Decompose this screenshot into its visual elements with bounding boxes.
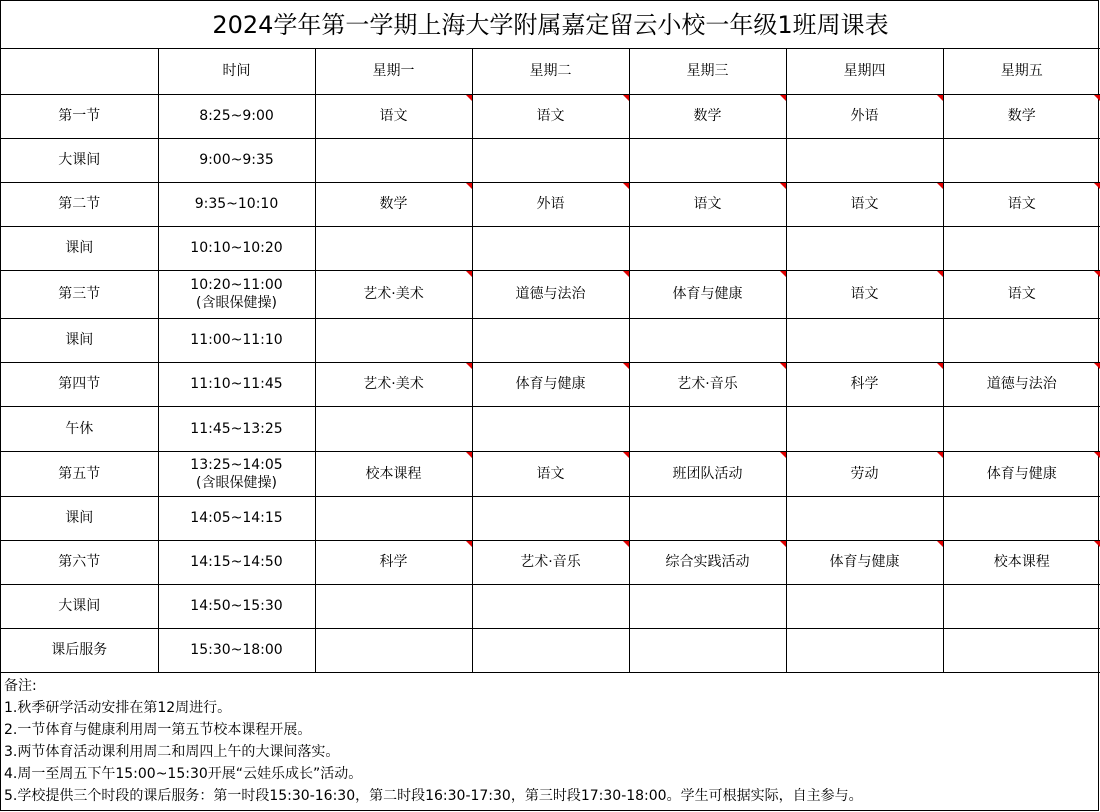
table-row [1, 406, 1100, 451]
period-label-cell[interactable]: 课间 [1, 318, 158, 362]
time-range: 11:10~11:45 [190, 376, 283, 392]
table-row [1, 628, 1100, 672]
subject-cell[interactable] [629, 226, 786, 270]
note-item: 1.秋季研学活动安排在第12周进行。 [4, 700, 232, 716]
subject-cell[interactable] [315, 138, 472, 182]
table-row [1, 182, 1100, 226]
header-corner-cell[interactable] [1, 49, 158, 94]
timetable [1, 49, 1100, 673]
time-cell[interactable] [158, 226, 315, 270]
subject-cell[interactable] [472, 318, 629, 362]
header-day-cell[interactable]: 星期三 [629, 49, 786, 94]
notes-heading: 备注: [4, 678, 37, 694]
subject-cell[interactable] [943, 226, 1100, 270]
time-range: 8:25~9:00 [199, 108, 274, 124]
time-range: 13:25~14:05 [190, 456, 283, 473]
time-cell[interactable] [158, 540, 315, 584]
subject-cell[interactable]: 劳动 [786, 451, 943, 496]
time-range: 10:20~11:00 [190, 277, 283, 293]
subject-cell[interactable]: 艺术·音乐 [472, 540, 629, 584]
subject-cell[interactable]: 数学 [629, 94, 786, 138]
subject-cell[interactable] [786, 138, 943, 182]
subject-cell[interactable]: 体育与健康 [472, 362, 629, 406]
subject-cell[interactable]: 道德与法治 [472, 270, 629, 318]
subject-cell[interactable]: 艺术·音乐 [629, 362, 786, 406]
header-day-cell[interactable]: 星期四 [786, 49, 943, 94]
period-label-cell[interactable]: 课间 [1, 226, 158, 270]
subject-cell[interactable]: 艺术·美术 [315, 362, 472, 406]
period-label-cell[interactable]: 第三节 [1, 270, 158, 318]
subject-cell[interactable]: 艺术·美术 [315, 270, 472, 318]
subject-cell[interactable]: 语文 [472, 451, 629, 496]
period-label-cell[interactable]: 课间 [1, 496, 158, 540]
time-cell[interactable] [158, 318, 315, 362]
time-range: 11:00~11:10 [190, 332, 283, 348]
subject-cell[interactable] [472, 406, 629, 451]
period-label-cell[interactable]: 午休 [1, 406, 158, 451]
subject-cell[interactable]: 外语 [472, 182, 629, 226]
period-label-cell[interactable]: 课后服务 [1, 628, 158, 672]
subject-cell[interactable]: 语文 [472, 94, 629, 138]
subject-cell[interactable] [786, 406, 943, 451]
time-cell[interactable] [158, 496, 315, 540]
subject-cell[interactable] [315, 628, 472, 672]
subject-cell[interactable] [786, 318, 943, 362]
subject-cell[interactable] [629, 628, 786, 672]
time-range: 15:30~18:00 [190, 642, 283, 658]
subject-cell[interactable]: 科学 [315, 540, 472, 584]
table-row [1, 226, 1100, 270]
subject-cell[interactable]: 语文 [629, 182, 786, 226]
table-row [1, 496, 1100, 540]
subject-cell[interactable]: 校本课程 [315, 451, 472, 496]
subject-cell[interactable]: 数学 [315, 182, 472, 226]
sheet-title: 2024学年第一学期上海大学附属嘉定留云小校一年级1班周课表 [1, 1, 1100, 49]
note-item: 3.两节体育活动课利用周二和周四上午的大课间落实。 [4, 744, 340, 760]
notes-section [1, 672, 1100, 812]
subject-cell[interactable]: 语文 [943, 182, 1100, 226]
subject-cell[interactable]: 体育与健康 [943, 451, 1100, 496]
subject-cell[interactable] [786, 584, 943, 628]
time-cell[interactable] [158, 182, 315, 226]
period-label-cell[interactable]: 第四节 [1, 362, 158, 406]
subject-cell[interactable]: 综合实践活动 [629, 540, 786, 584]
subject-cell[interactable]: 外语 [786, 94, 943, 138]
subject-cell[interactable]: 班团队活动 [629, 451, 786, 496]
subject-cell[interactable] [943, 628, 1100, 672]
header-day-cell[interactable]: 星期二 [472, 49, 629, 94]
time-cell[interactable] [158, 138, 315, 182]
period-label-cell[interactable]: 大课间 [1, 138, 158, 182]
header-row [1, 49, 1100, 94]
subject-cell[interactable] [472, 138, 629, 182]
subject-cell[interactable]: 语文 [315, 94, 472, 138]
header-day-cell[interactable]: 星期五 [943, 49, 1100, 94]
table-row [1, 362, 1100, 406]
subject-cell[interactable] [786, 628, 943, 672]
time-range: 9:35~10:10 [194, 196, 279, 212]
period-label-cell[interactable]: 第二节 [1, 182, 158, 226]
subject-cell[interactable] [472, 628, 629, 672]
subject-cell[interactable] [315, 584, 472, 628]
table-row [1, 451, 1100, 496]
time-note: (含眼保健操) [196, 295, 277, 311]
subject-cell[interactable] [472, 226, 629, 270]
time-cell[interactable] [158, 94, 315, 138]
table-row [1, 94, 1100, 138]
table-row [1, 584, 1100, 628]
time-note: (含眼保健操) [196, 474, 277, 491]
table-row [1, 138, 1100, 182]
subject-cell[interactable]: 数学 [943, 94, 1100, 138]
subject-cell[interactable] [472, 496, 629, 540]
time-range: 11:45~13:25 [190, 420, 283, 437]
subject-cell[interactable] [315, 406, 472, 451]
time-range: 9:00~9:35 [199, 152, 274, 168]
period-label-cell[interactable]: 第一节 [1, 94, 158, 138]
period-label-cell[interactable]: 大课间 [1, 584, 158, 628]
time-cell[interactable] [158, 362, 315, 406]
time-range: 14:50~15:30 [190, 598, 283, 614]
subject-cell[interactable] [786, 226, 943, 270]
subject-cell[interactable]: 体育与健康 [629, 270, 786, 318]
time-cell[interactable] [158, 584, 315, 628]
subject-cell[interactable]: 道德与法治 [943, 362, 1100, 406]
subject-cell[interactable]: 语文 [786, 182, 943, 226]
subject-cell[interactable] [943, 496, 1100, 540]
subject-cell[interactable] [629, 496, 786, 540]
note-item: 2.一节体育与健康利用周一第五节校本课程开展。 [4, 722, 312, 738]
subject-cell[interactable] [472, 584, 629, 628]
time-cell[interactable] [158, 628, 315, 672]
time-cell[interactable] [158, 406, 315, 451]
subject-cell[interactable] [943, 406, 1100, 451]
table-row [1, 270, 1100, 318]
period-label-cell[interactable]: 第六节 [1, 540, 158, 584]
subject-cell[interactable]: 语文 [943, 270, 1100, 318]
time-range: 10:10~10:20 [190, 240, 283, 256]
subject-cell[interactable] [943, 318, 1100, 362]
header-time-cell[interactable]: 时间 [158, 49, 315, 94]
header-day-cell[interactable]: 星期一 [315, 49, 472, 94]
table-row [1, 540, 1100, 584]
note-item: 4.周一至周五下午15:00~15:30开展“云娃乐成长”活动。 [4, 766, 363, 782]
time-range: 14:15~14:50 [190, 554, 283, 570]
subject-cell[interactable] [786, 496, 943, 540]
subject-cell[interactable] [315, 496, 472, 540]
time-cell[interactable] [158, 451, 315, 496]
subject-cell[interactable]: 校本课程 [943, 540, 1100, 584]
subject-cell[interactable] [315, 318, 472, 362]
period-label-cell[interactable]: 第五节 [1, 451, 158, 496]
table-row [1, 318, 1100, 362]
subject-cell[interactable] [943, 584, 1100, 628]
time-cell[interactable] [158, 270, 315, 318]
time-range: 14:05~14:15 [190, 510, 283, 526]
subject-cell[interactable]: 体育与健康 [786, 540, 943, 584]
subject-cell[interactable] [629, 318, 786, 362]
note-item: 5.学校提供三个时段的课后服务：第一时段15:30-16:30，第二时段16:30-17:30，第三时段17:30-18:00。学生可根据实际，自主参与。 [4, 788, 863, 804]
subject-cell[interactable] [943, 138, 1100, 182]
subject-cell[interactable]: 科学 [786, 362, 943, 406]
subject-cell[interactable] [629, 406, 786, 451]
subject-cell[interactable]: 语文 [786, 270, 943, 318]
subject-cell[interactable] [629, 584, 786, 628]
subject-cell[interactable] [629, 138, 786, 182]
subject-cell[interactable] [315, 226, 472, 270]
